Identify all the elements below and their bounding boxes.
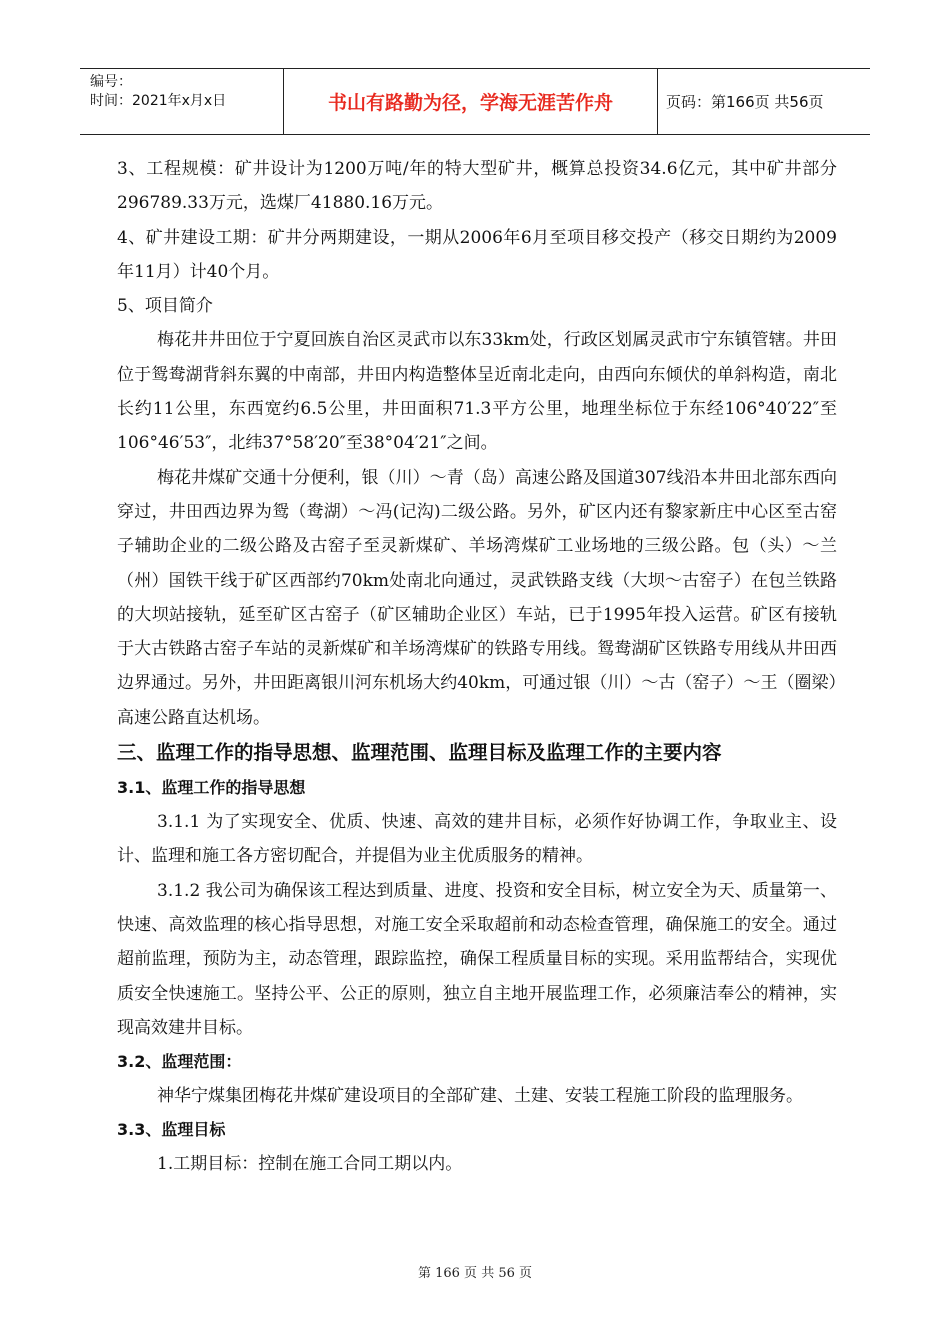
document-time-label: 时间：2021年x月x日 [90,93,227,109]
subsection-heading-3-3: 3.3、监理目标 [117,1120,226,1140]
paragraph-project-scale: 3、工程规模：矿井设计为1200万吨/年的特大型矿井，概算总投资34.6亿元，其中矿井部分296789.33万元，选煤厂41880.16万元。 [117,159,837,214]
document-body [117,152,837,1182]
paragraph-mine-location: 梅花井井田位于宁夏回族自治区灵武市以东33km处，行政区划属灵武市宁东镇管辖。井田位于鸳鸯湖背斜东翼的中南部，井田内构造整体呈近南北走向，由西向东倾伏的单斜构造，南北长约11公里，东西宽约6.5公里，井田面积71.3平方公里，地理坐标位于东经106°40′22″至106°46′53″，北纬37°58′20″至38°04′21″之间。 [117,330,837,454]
paragraph-construction-period: 4、矿井建设工期：矿井分两期建设，一期从2006年6月至项目移交投产（移交日期约为2009年11月）计40个月。 [117,227,837,282]
paragraph-transportation: 梅花井煤矿交通十分便利，银（川）～青（岛）高速公路及国道307线沿本井田北部东西向穿过，井田西边界为鸳（鸯湖）～冯(记沟)二级公路。另外，矿区内还有黎家新庄中心区至古窑子辅助企业的二级公路及古窑子至灵新煤矿、羊场湾煤矿工业场地的三级公路。包（头）～兰（州）国铁干线于矿区西部约70km处南北向通过，灵武铁路支线（大坝～古窑子）在包兰铁路的大坝站接轨，延至矿区古窑子（矿区辅助企业区）车站，已于1995年投入运营。矿区有接轨于大古铁路古窑子车站的灵新煤矿和羊场湾煤矿的铁路专用线。鸳鸯湖矿区铁路专用线从井田西边界通过。另外，井田距离银川河东机场大约40km，可通过银（川）～古（窑子）～王（圈梁）高速公路直达机场。 [117,467,837,728]
subsection-heading-3-1: 3.1、监理工作的指导思想 [117,778,306,798]
page-header [80,68,870,135]
subsection-heading-3-2: 3.2、监理范围： [117,1052,242,1072]
header-page-number: 页码：第166页 共56页 [666,93,824,111]
paragraph-3-1-2: 3.1.2 我公司为确保该工程达到质量、进度、投资和安全目标，树立安全为天、质量第一、快速、高效监理的核心指导思想，对施工安全采取超前和动态检查管理，确保施工的安全。通过超前监理，预防为主，动态管理，跟踪监控，确保工程质量目标的实现。采用监帮结合，实现优质安全快速施工。坚持公平、公正的原则，独立自主地开展监理工作，必须廉洁奉公的精神，实现高效建井目标。 [117,880,837,1038]
header-motto: 书山有路勤为径，学海无涯苦作舟 [283,69,658,134]
header-info-cell [80,69,283,134]
paragraph-3-1-1: 3.1.1 为了实现安全、优质、快速、高效的建井目标，必须作好协调工作，争取业主、设计、监理和施工各方密切配合，并提倡为业主优质服务的精神。 [117,812,837,867]
section-heading-3: 三、监理工作的指导思想、监理范围、监理目标及监理工作的主要内容 [117,741,722,765]
paragraph-3-3-1: 1.工期目标：控制在施工合同工期以内。 [157,1154,463,1175]
paragraph-3-2: 神华宁煤集团梅花井煤矿建设项目的全部矿建、土建、安装工程施工阶段的监理服务。 [157,1086,803,1107]
paragraph-project-intro-title: 5、项目简介 [117,296,213,317]
document-number-label: 编号： [90,74,132,90]
page-footer: 第 166 页 共 56 页 [417,1266,533,1281]
